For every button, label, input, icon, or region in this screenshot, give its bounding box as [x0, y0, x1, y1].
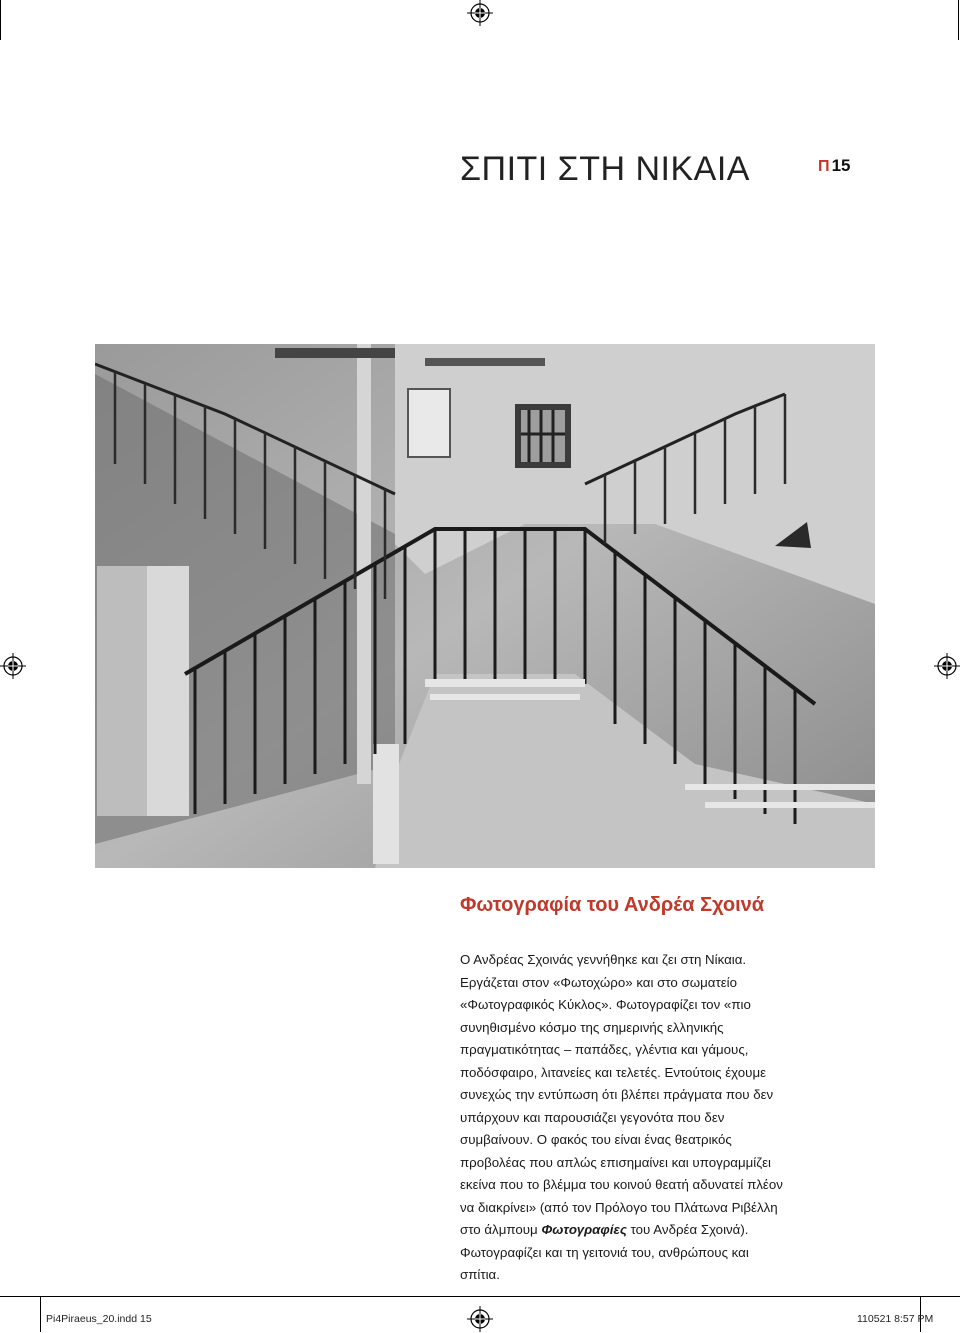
page-number-value: 15 — [831, 156, 851, 175]
registration-mark-icon — [934, 653, 960, 679]
crop-mark — [958, 0, 959, 40]
page-number — [818, 156, 850, 176]
slug-date: 110521 8:57 PM — [857, 1313, 934, 1325]
magazine-logo: Π — [818, 158, 830, 175]
photo-illustration — [95, 344, 875, 868]
book-title: Φωτογραφίες — [541, 1222, 627, 1237]
page-title: ΣΠΙΤΙ ΣΤΗ ΝΙΚΑΙΑ — [460, 150, 750, 188]
article-text-part1: Ο Ανδρέας Σχοινάς γεννήθηκε και ζει στη Νίκαια. Εργάζεται στον «Φωτοχώρο» και στο σωματείο «Φωτογραφικός Κύκλος». Φωτογραφίζει τον «πιο συνηθισμένο κόσμο της σημερινής ελληνικής πραγματικότητας – παπάδες, γλέντια και γάμους, ποδόσφαιρο, λιτανείες και τελετές. Εντούτοις έχουμε συνεχώς την εντύπωση ότι βλέπει πράγματα που δεν υπάρχουν και παρουσιάζει γεγονότα που δεν συμβαίνουν. Ο φακός του είναι ένας θεατρικός προβολέας που απλώς επισημαίνει και υπογραμμίζει εκείνα που το βλέμμα του κοινού θεατή αδυνατεί πλέον να διακρίνει» (από τον Πρόλογο του Πλάτωνα Ριβέλλη στο άλμπουμ — [460, 952, 783, 1237]
registration-mark-icon — [0, 653, 26, 679]
crop-mark — [0, 0, 1, 40]
article-paragraph — [460, 949, 786, 1287]
photograph-staircases — [95, 344, 875, 868]
photo-credit-heading: Φωτογραφία του Ανδρέα Σχοινά — [460, 894, 765, 916]
slug-file-name: Pi4Piraeus_20.indd 15 — [46, 1313, 152, 1325]
registration-mark-icon — [467, 0, 493, 26]
article-text-part2: του Ανδρέα Σχοινά). Φωτογραφίζει και τη γειτονιά του, ανθρώπους και σπίτια. — [460, 1222, 749, 1282]
article-body — [460, 949, 786, 1287]
